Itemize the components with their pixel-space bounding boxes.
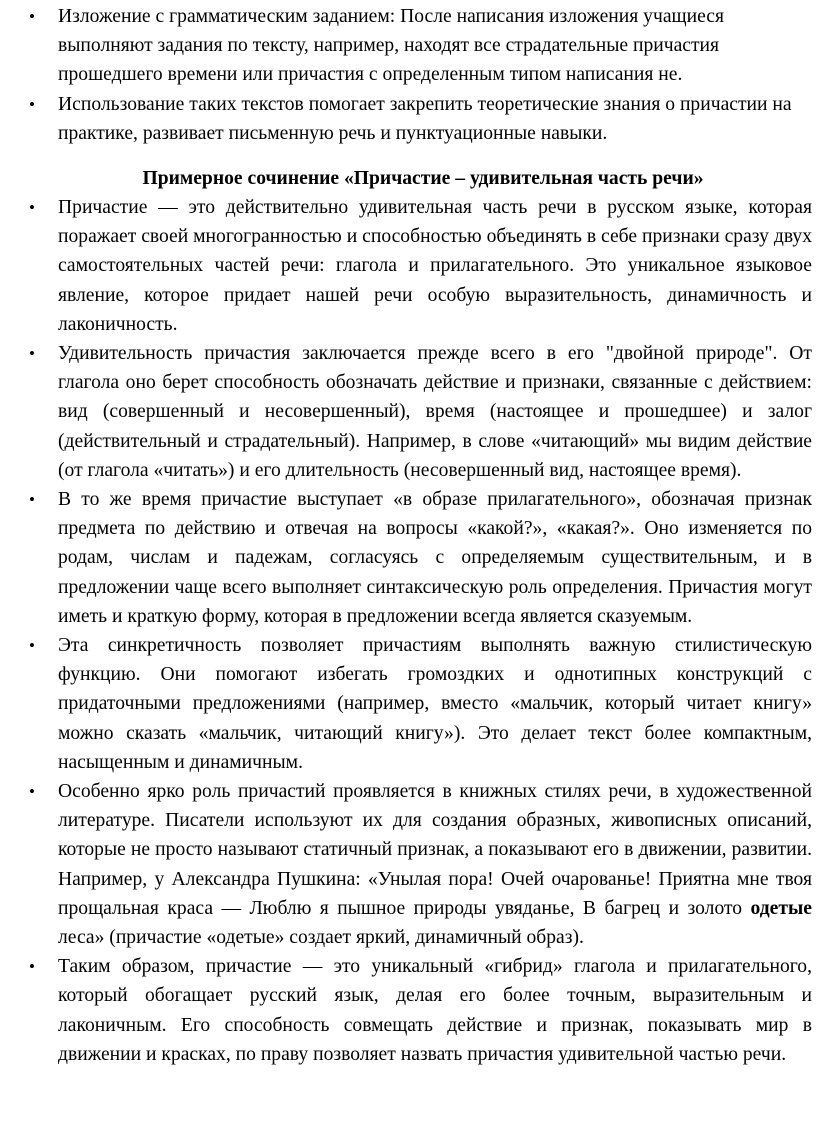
essay-paragraph-pushkin: [58, 781, 812, 948]
list-item: [0, 90, 814, 148]
pushkin-bold-word: одетые: [750, 897, 812, 919]
list-item: [0, 339, 814, 485]
essay-title: Примерное сочинение «Причастие – удивительная часть речи»: [142, 168, 704, 189]
essay-conclusion: Таким образом, причастие — это уникальный «гибрид» глагола и прилагательного, который обогащает русский язык, делая его более точным, выразительным и лаконичным. Его способность совмещать действие и признак, показывать мир в движении и красках, по праву позволяет назвать причастия удивительной частью речи.: [58, 956, 812, 1065]
essay-paragraph: Причастие — это действительно удивительная часть речи в русском языке, которая поражает своей многогранностью и способностью объединять в себе признаки сразу двух самостоятельных частей речи: глагола и прилагательного. Это уникальное языковое явление, которое придает нашей речи особую выразительность, динамичность и лаконичность.: [58, 197, 812, 335]
bullet-icon: •: [29, 782, 35, 802]
bullet-icon: •: [29, 344, 35, 364]
essay-paragraph: Удивительность причастия заключается прежде всего в его "двойной природе". От глагола оно берет способность обозначать действие и признаки, связанные с действием: вид (совершенный и несовершенный), время (настоящее и прошедшее) и залог (действительный и страдательный). Например, в слове «читающий» мы видим действие (от глагола «читать») и его длительность (несовершенный вид, настоящее время).: [58, 343, 812, 481]
bullet-icon: •: [29, 7, 35, 26]
pushkin-text-before: Особенно ярко роль причастий проявляется в книжных стилях речи, в художественной литературе. Писатели используют их для создания образных, живописных описаний, которые не просто называют статичный признак, а показывают его в движении, развитии. Например, у Александра Пушкина: «Унылая пора! Очей очарованье! Приятна мне твоя прощальная краса — Люблю я пышное природы увяданье, В багрец и золото: [58, 781, 812, 919]
bullet-icon: •: [29, 636, 35, 656]
list-item: [0, 777, 814, 952]
essay-paragraph: В то же время причастие выступает «в образе прилагательного», обозначая признак предмета по действию и отвечая на вопросы «какой?», «какая?». Оно изменяется по родам, числам и падежам, согласуясь с определяемым существительным, и в предложении чаще всего выполняет синтаксическую роль определения. Причастия могут иметь и краткую форму, которая в предложении всегда является сказуемым.: [58, 489, 812, 627]
pushkin-text-after: леса» (причастие «одетые» создает яркий, динамичный образ).: [58, 927, 584, 949]
intro-bullet-list: [0, 2, 814, 148]
list-item: [0, 631, 814, 777]
list-item: [0, 485, 814, 631]
essay-bullet-list: [0, 193, 814, 1069]
list-item: [0, 952, 814, 1069]
list-item: [0, 193, 814, 339]
intro-bullet-text: Изложение с грамматическим заданием: После написания изложения учащиеся выполняют задания по тексту, например, находят все страдательные причастия прошедшего времени или причастия с определенным типом написания не.: [58, 6, 724, 86]
bullet-icon: •: [29, 94, 35, 114]
bullet-icon: •: [29, 490, 35, 510]
list-item: [0, 2, 814, 90]
intro-bullet-text: Использование таких текстов помогает закрепить теоретические знания о причастии на практике, развивает письменную речь и пунктуационные навыки.: [58, 93, 792, 144]
essay-paragraph: Эта синкретичность позволяет причастиям выполнять важную стилистическую функцию. Они помогают избегать громоздких и однотипных конструкций с придаточными предложениями (например, вместо «мальчик, который читает книгу» можно сказать «мальчик, читающий книгу»). Это делает текст более компактным, насыщенным и динамичным.: [58, 635, 812, 773]
bullet-icon: •: [29, 957, 35, 977]
bullet-icon: •: [29, 198, 35, 217]
